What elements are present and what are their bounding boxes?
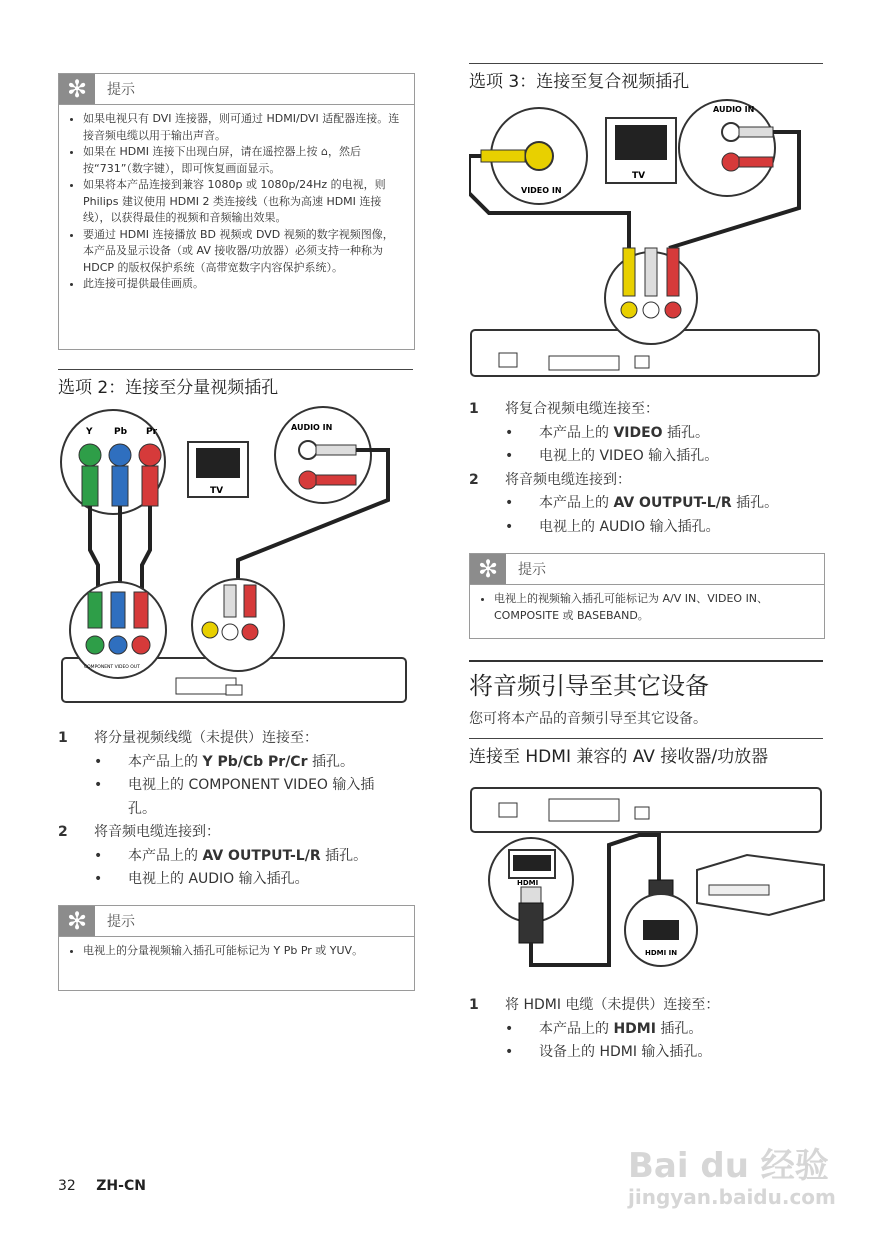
- tv-label: TV: [210, 486, 224, 496]
- sub-item: • 本产品上的 AV OUTPUT-L/R 插孔。: [94, 847, 368, 864]
- tip-item: • 电视上的视频输入插孔可能标记为 A/V IN、VIDEO IN、COMPOSITE 或 BASEBAND。: [494, 591, 814, 624]
- jack-label-pr: Pr: [146, 427, 158, 437]
- audio-route-steps: [469, 994, 823, 1065]
- sub-item: • 本产品上的 HDMI 插孔。: [505, 1020, 703, 1037]
- step-text: 将音频电缆连接到：: [94, 824, 220, 840]
- video-in-label: VIDEO IN: [521, 186, 562, 195]
- tip-body: [470, 584, 824, 638]
- hdmi-receiver-diagram: [469, 785, 829, 985]
- step: 1 将复合视频电缆连接至：: [469, 401, 659, 417]
- tv-label: TV: [632, 171, 646, 181]
- page-number: 32: [58, 1178, 76, 1194]
- step: [58, 727, 408, 751]
- option3-steps: [469, 398, 823, 539]
- watermark-brand: Bai du 经验: [628, 1146, 829, 1186]
- tv-audio-magnifier: [679, 100, 775, 196]
- step: 2 将音频电缆连接到：: [469, 471, 631, 488]
- hdmi-in-label: HDMI IN: [645, 949, 678, 957]
- tip-item: • 如果将本产品连接到兼容 1080p 或 1080p/24Hz 的电视，则 Philips 建议使用 HDMI 2 类连接线（也称为高速 HDMI 连接线），以获得最佳的视频和音频输出效果。: [83, 177, 404, 227]
- tip-item: • 电视上的分量视频输入插孔可能标记为 Y Pb Pr 或 YUV。: [83, 943, 404, 960]
- tip-item: • 此连接可提供最佳画质。: [83, 276, 404, 293]
- component-out-label: COMPONENT VIDEO OUT: [84, 665, 140, 670]
- option2-heading: 选项 2：连接至分量视频插孔: [58, 369, 413, 398]
- hdmi-receiver-heading: 连接至 HDMI 兼容的 AV 接收器/功放器: [469, 738, 823, 767]
- step-number: 1: [58, 730, 68, 746]
- sub-item: • 本产品上的 AV OUTPUT-L/R 插孔。: [505, 495, 779, 511]
- tip-box-3: [469, 553, 825, 639]
- tip-header: [470, 554, 546, 584]
- page-footer: [58, 1178, 146, 1194]
- tip-star-icon: ✻: [59, 74, 95, 104]
- component-video-diagram: [58, 400, 414, 710]
- option3-heading: 选项 3：连接至复合视频插孔: [469, 63, 823, 92]
- tip-item: • 要通过 HDMI 连接播放 BD 视频或 DVD 视频的数字视频图像，本产品及显示设备（或 AV 接收器/功放器）必须支持一种称为 HDCP 的版权保护系统（高带宽数字内容保护系统）。: [83, 227, 404, 277]
- tip-body: [59, 936, 414, 990]
- tip-title: 提示: [518, 562, 546, 578]
- sub-item: • 本产品上的 VIDEO 插孔。: [505, 424, 710, 441]
- audio-in-label: AUDIO IN: [713, 105, 755, 114]
- tip-box-2: [58, 905, 415, 991]
- step: [58, 821, 408, 845]
- sub-item: • 电视上的 AUDIO 输入插孔。: [505, 518, 720, 535]
- sub-item: • 电视上的 AUDIO 输入插孔。: [94, 871, 309, 887]
- tip-item: • 如果电视只有 DVI 连接器，则可通过 HDMI/DVI 适配器连接。连接音频电缆以用于输出声音。: [83, 111, 404, 144]
- tip-header: [59, 74, 135, 104]
- audio-route-intro: 您可将本产品的音频引导至其它设备。: [469, 711, 707, 727]
- tip-title: 提示: [107, 914, 135, 930]
- tip-star-icon: ✻: [470, 554, 506, 584]
- tip-box-1: [58, 73, 415, 350]
- watermark-url: jingyan.baidu.com: [628, 1185, 836, 1209]
- tip-item: • 如果在 HDMI 连接下出现白屏，请在遥控器上按 ⌂，然后按“731”（数字键），即可恢复画面显示。: [83, 144, 404, 177]
- option2-steps: [58, 727, 408, 892]
- tip-title: 提示: [107, 82, 135, 98]
- sub-item: • 电视上的 COMPONENT VIDEO 输入插孔。: [94, 777, 375, 817]
- composite-video-diagram: [469, 98, 823, 383]
- page-language: ZH-CN: [96, 1178, 146, 1194]
- jack-label-y: Y: [86, 427, 93, 437]
- step: 1 将 HDMI 电缆（未提供）连接至：: [469, 997, 720, 1013]
- audio-in-label: AUDIO IN: [291, 423, 333, 432]
- step-text: 将分量视频线缆（未提供）连接至：: [94, 730, 318, 746]
- sub-item: • 本产品上的 Y Pb/Cb Pr/Cr 插孔。: [94, 753, 354, 770]
- step-number: 2: [58, 824, 68, 840]
- tip-body: [59, 104, 414, 349]
- sub-item: • 电视上的 VIDEO 输入插孔。: [505, 448, 719, 464]
- tip-star-icon: ✻: [59, 906, 95, 936]
- tip-header: [59, 906, 135, 936]
- audio-route-heading: 将音频引导至其它设备: [469, 660, 823, 701]
- sub-item: • 设备上的 HDMI 输入插孔。: [505, 1044, 712, 1060]
- hdmi-label: HDMI: [517, 879, 539, 887]
- jack-label-pb: Pb: [114, 427, 128, 437]
